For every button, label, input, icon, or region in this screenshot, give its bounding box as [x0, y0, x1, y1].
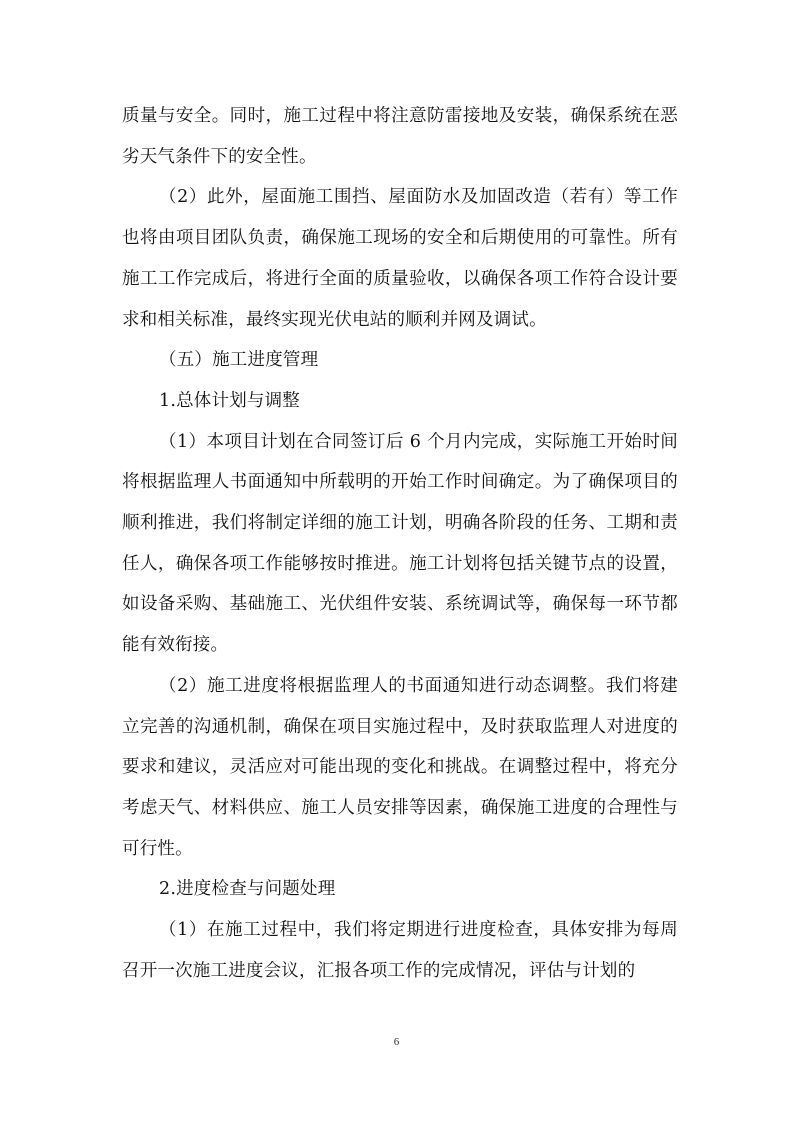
- paragraph-roof-works: （2）此外，屋面施工围挡、屋面防水及加固改造（若有）等工作也将由项目团队负责，确保施工现场的安全和后期使用的可靠性。所有施工工作完成后，将进行全面的质量验收，以确保各项工作符合设计要求和相关标准，最终实现光伏电站的顺利并网及调试。: [122, 187, 678, 330]
- section-heading-schedule-management: （五）施工进度管理: [159, 350, 319, 371]
- subheading-progress-check: 2.进度检查与问题处理: [159, 879, 336, 900]
- document-body: [122, 96, 678, 991]
- paragraph-continuation: 质量与安全。同时，施工过程中将注意防雷接地及安装，确保系统在恶劣天气条件下的安全性。: [122, 106, 678, 167]
- page-number: 6: [393, 1036, 400, 1048]
- paragraph-progress-meetings: （1）在施工过程中，我们将定期进行进度检查，具体安排为每周召开一次施工进度会议，汇报各项工作的完成情况，评估与计划的: [122, 920, 678, 981]
- subheading-overall-plan: 1.总体计划与调整: [159, 390, 300, 411]
- paragraph-dynamic-adjustment: （2）施工进度将根据监理人的书面通知进行动态调整。我们将建立完善的沟通机制，确保在项目实施过程中，及时获取监理人对进度的要求和建议，灵活应对可能出现的变化和挑战。在调整过程中，将充分考虑天气、材料供应、施工人员安排等因素，确保施工进度的合理性与可行性。: [122, 675, 678, 859]
- paragraph-plan-timeline: （1）本项目计划在合同签订后 6 个月内完成，实际施工开始时间将根据监理人书面通知中所载明的开始工作时间确定。为了确保项目的顺利推进，我们将制定详细的施工计划，明确各阶段的任务、工期和责任人，确保各项工作能够按时推进。施工计划将包括关键节点的设置，如设备采购、基础施工、光伏组件安装、系统调试等，确保每一环节都能有效衔接。: [122, 431, 678, 656]
